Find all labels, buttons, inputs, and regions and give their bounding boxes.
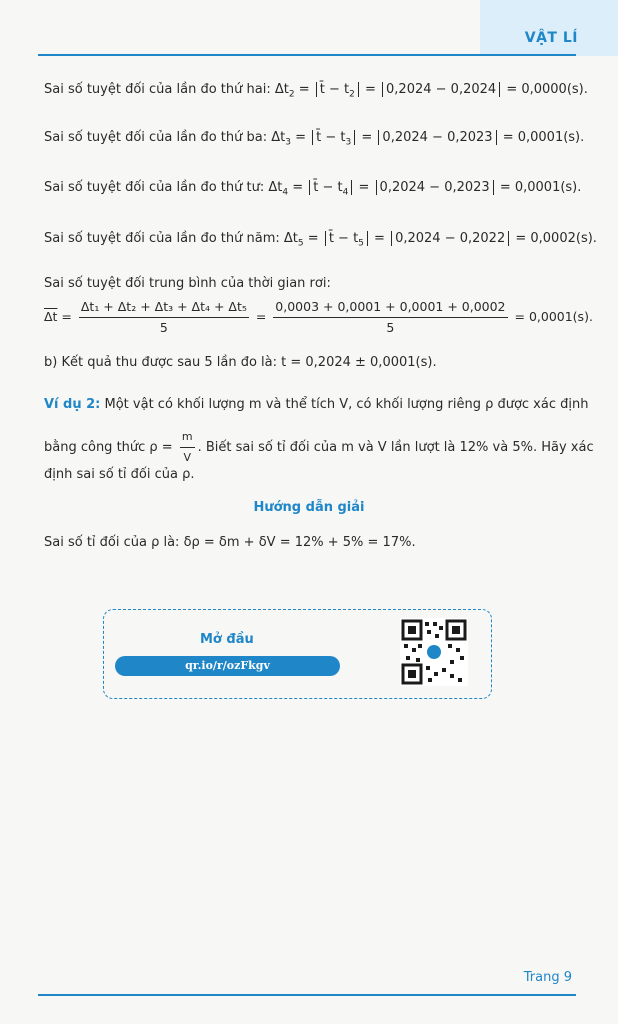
footer-divider	[38, 994, 576, 996]
page-number: Trang 9	[523, 970, 572, 985]
mean-fraction-2	[273, 298, 507, 337]
error-line-4-result: = 0,0001(s).	[499, 180, 582, 195]
mean-fraction-1	[79, 298, 249, 337]
example-line-1	[44, 396, 588, 414]
mean-fraction-1-denominator: 5	[159, 320, 168, 335]
mean-symbol: $\overline{\Delta t}$	[44, 309, 58, 324]
example-line-2	[44, 428, 594, 467]
error-line-3-diff: 0,2024 − 0,2023	[378, 130, 496, 145]
qr-title: Mở đầu	[200, 632, 254, 647]
error-line-2	[44, 81, 588, 104]
error-line-3	[44, 129, 584, 152]
example-text-2b: . Biết sai số tỉ đối của m và V lần lượt là 12% và 5%. Hãy xác	[197, 440, 594, 455]
result-line	[44, 354, 437, 372]
mean-intro: Sai số tuyệt đối trung bình của thời gian rơi:	[44, 276, 331, 291]
error-line-2-label: Sai số tuyệt đối của lần đo thứ hai:	[44, 82, 271, 97]
error-line-4-diff: 0,2024 − 0,2023	[376, 180, 494, 195]
example-text-2a: bằng công thức ρ =	[44, 440, 173, 455]
error-line-3-result: = 0,0001(s).	[502, 130, 585, 145]
mean-formula: $\overline{\Delta t}$ = $\frac{\text{Δt₁ + Δt₂ + Δt₃ + Δt₄ + Δt₅}}{5}$ = $\frac{0,0003 + 0,0001 + 0,0001 + 0,0002}{5}$ = 0,0001(s).	[44, 299, 593, 335]
solution-title: Hướng dẫn giải	[253, 500, 365, 515]
density-fraction-numerator: m	[180, 428, 195, 448]
error-line-3-label: Sai số tuyệt đối của lần đo thứ ba:	[44, 130, 268, 145]
mean-fraction-2-denominator: 5	[386, 320, 395, 335]
example-label: Ví dụ 2:	[44, 397, 101, 412]
example-text-1: Một vật có khối lượng m và thể tích V, có khối lượng riêng ρ được xác định	[104, 397, 589, 412]
result-value: t = 0,2024 ± 0,0001(s).	[281, 355, 437, 370]
example-line-3: định sai số tỉ đối của ρ.	[44, 467, 195, 482]
error-line-5-formula: $\Delta t_5$ = t̄ − $t_5 = 0,2024 - 0,2022 = 0,0002(s)$.	[283, 231, 597, 249]
header-divider	[38, 54, 576, 56]
error-line-5-label: Sai số tuyệt đối của lần đo thứ năm:	[44, 231, 280, 246]
mean-fraction-2-numerator: 0,0003 + 0,0001 + 0,0001 + 0,0002	[273, 298, 507, 318]
error-line-4-formula: $\Delta t_4$ = t̄ − $t_4 = 0,2024 - 0,2023 = 0,0001(s)$.	[268, 180, 582, 198]
solution-text: Sai số tỉ đối của ρ là: δρ = δm + δV = 12% + 5% = 17%.	[44, 535, 416, 550]
error-line-2-result: = 0,0000(s).	[506, 82, 588, 97]
mean-fraction-1-numerator: Δt₁ + Δt₂ + Δt₃ + Δt₄ + Δt₅	[79, 298, 249, 318]
header-band	[480, 0, 618, 56]
qr-link[interactable]: qr.io/r/ozFkgv	[115, 656, 340, 676]
result-label: b) Kết quả thu được sau 5 lần đo là:	[44, 355, 277, 370]
error-line-3-formula: $\Delta t_3$ = t̄ − $t_3 = 0,2024 - 0,2023 = 0,0001(s)$.	[271, 130, 585, 148]
error-line-5-diff: 0,2024 − 0,2022	[391, 231, 509, 246]
density-fraction	[180, 428, 195, 467]
error-line-2-diff: 0,2024 − 0,2024	[382, 82, 500, 97]
error-line-4	[44, 179, 581, 202]
density-fraction-denominator: V	[183, 451, 191, 464]
subject-title: VẬT LÍ	[524, 30, 578, 46]
mean-result: = 0,0001(s).	[514, 309, 593, 324]
error-line-4-label: Sai số tuyệt đối của lần đo thứ tư:	[44, 180, 265, 195]
error-line-2-formula: $\Delta t_2$ = t̄ − $t_2 = 0,2024 - 0,2024 = 0,0000(s)$.	[274, 82, 588, 100]
error-line-5-result: = 0,0002(s).	[515, 231, 597, 246]
error-line-5	[44, 230, 597, 253]
qr-code-icon[interactable]	[400, 618, 468, 686]
